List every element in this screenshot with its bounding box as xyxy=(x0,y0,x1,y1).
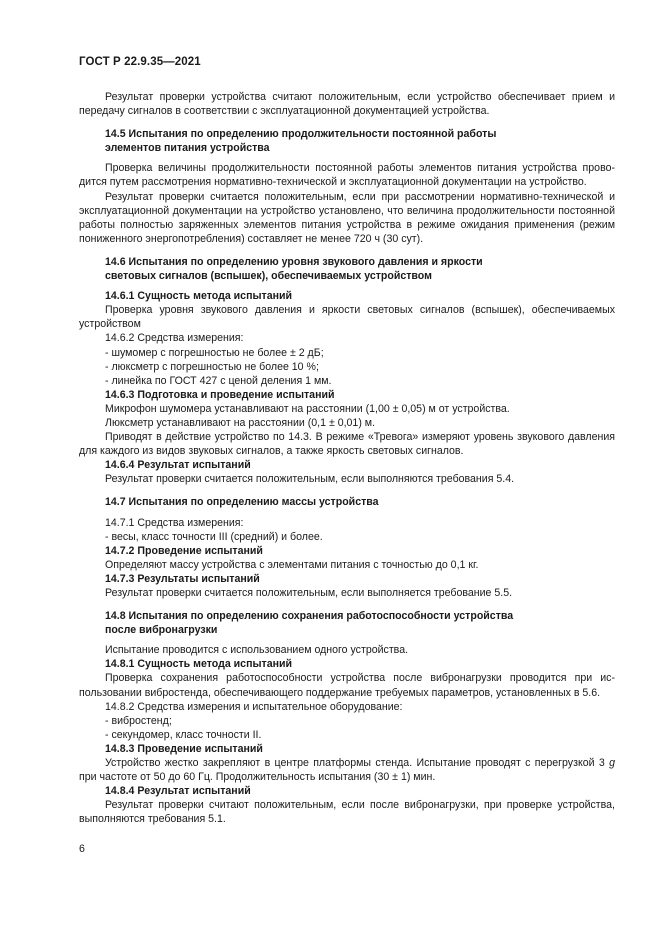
paragraph: Результат проверки считается положительным, если выполняются требования 5.4. xyxy=(105,473,515,486)
section-14-7 xyxy=(79,495,615,600)
text-run: Устройство жестко закрепляют в центре платформы стенда. Испытание проводят с перегрузкой 3 xyxy=(105,757,610,770)
list-item: - люксметр с погрешностью не более 10 %; xyxy=(105,360,319,373)
paragraph: Люксметр устанавливают на расстоянии (0,1 ± 0,01) м. xyxy=(105,416,376,429)
document-header: ГОСТ Р 22.9.35—2021 xyxy=(79,56,201,68)
subsection-heading: 14.6.2 Средства измерения: xyxy=(105,332,244,345)
intro-paragraph: Результат проверки устройства считают положительным, если устройство обеспечивает прием и передачу сигналов в соответствии с эксплуатационной документацией устройства. xyxy=(79,91,615,118)
paragraph xyxy=(79,756,615,784)
subsection-heading: 14.6.4 Результат испытаний xyxy=(105,459,251,472)
list-item: - шумомер с погрешностью не более ± 2 дБ; xyxy=(105,346,324,359)
list-item: - секундомер, класс точности II. xyxy=(105,728,262,741)
subsection-heading: 14.7.3 Результаты испытаний xyxy=(105,572,260,585)
paragraph: Результат проверки считается положительным, если выполняется требование 5.5. xyxy=(105,587,513,599)
paragraph: Микрофон шумомера устанавливают на расстоянии (1,00 ± 0,05) м от устройства. xyxy=(105,402,510,415)
subsection-heading: 14.7.2 Проведение испытаний xyxy=(105,544,263,557)
paragraph: Определяют массу устройства с элементами питания с точностью до 0,1 кг. xyxy=(105,558,479,571)
section-title-14-6-line1: 14.6 Испытания по определению уровня звукового давления и яркости xyxy=(105,255,483,268)
paragraph: Испытание проводится с использованием одного устройства. xyxy=(105,644,409,657)
section-14-5 xyxy=(79,127,615,246)
section-title-14-8-line2: после вибронагрузки xyxy=(105,624,218,637)
text-run: при частоте от 50 до 60 Гц. Продолжительность испытания (30 ± 1) мин. xyxy=(79,771,436,784)
paragraph: Проверка сохранения работоспособности устройства после вибронагрузки проводится при использовании вибростенда, обеспечивающего поддержание требуемых параметров, установленных в 5.6. xyxy=(79,672,615,699)
paragraph: Результат проверки считается положительным, если при рассмотрении нормативно-технической и эксплуатационной документации на устройство установлено, что величина продолжительности постоянной работы полностью заряженных элементов питания устройства в режиме ожидания применения (режим пониженного энергопотребления) составляет не менее 720 ч (30 сут). xyxy=(79,190,615,245)
subsection-heading: 14.8.2 Средства измерения и испытательное оборудование: xyxy=(105,700,403,713)
subsection-heading: 14.7.1 Средства измерения: xyxy=(105,516,244,529)
paragraph: Проверка величины продолжительности постоянной работы элементов питания устройства проводится путем рассмотрения нормативно-технической и эксплуатационной документации на устройство. xyxy=(79,162,615,189)
section-title-14-5-line2: элементов питания устройства xyxy=(105,142,270,155)
section-14-6 xyxy=(79,255,615,487)
section-title-14-7: 14.7 Испытания по определению массы устройства xyxy=(105,496,379,509)
section-14-8 xyxy=(79,609,615,826)
subsection-heading: 14.8.1 Сущность метода испытаний xyxy=(105,658,293,671)
subsection-heading: 14.8.4 Результат испытаний xyxy=(105,785,251,798)
page-number: 6 xyxy=(79,843,85,855)
paragraph: Проверка уровня звукового давления и яркости световых сигналов (вспышек), обеспечиваемых устройством xyxy=(79,304,615,331)
section-title-14-5-line1: 14.5 Испытания по определению продолжительности постоянной работы xyxy=(105,128,497,141)
subsection-heading: 14.6.3 Подготовка и проведение испытаний xyxy=(105,388,335,401)
document-body xyxy=(79,90,615,827)
section-title-14-8-line1: 14.8 Испытания по определению сохранения работоспособности устройства xyxy=(105,610,514,623)
list-item: - весы, класс точности III (средний) и более. xyxy=(105,530,323,543)
paragraph: Приводят в действие устройство по 14.3. В режиме «Тревога» измеряют уровень звукового давления для каждого из видов звуковых сигналов, а также яркость световых сигналов. xyxy=(79,431,615,458)
paragraph: Результат проверки считают положительным, если после вибронагрузки, при проверке устройства, выполняются требования 5.1. xyxy=(79,799,615,826)
section-title-14-6-line2: световых сигналов (вспышек), обеспечиваемых устройством xyxy=(105,270,432,283)
subsection-heading: 14.6.1 Сущность метода испытаний xyxy=(105,290,293,303)
gravity-symbol: g xyxy=(609,757,615,770)
list-item: - линейка по ГОСТ 427 с ценой деления 1 мм. xyxy=(105,374,332,387)
subsection-heading: 14.8.3 Проведение испытаний xyxy=(105,742,263,755)
list-item: - вибростенд; xyxy=(105,714,172,727)
